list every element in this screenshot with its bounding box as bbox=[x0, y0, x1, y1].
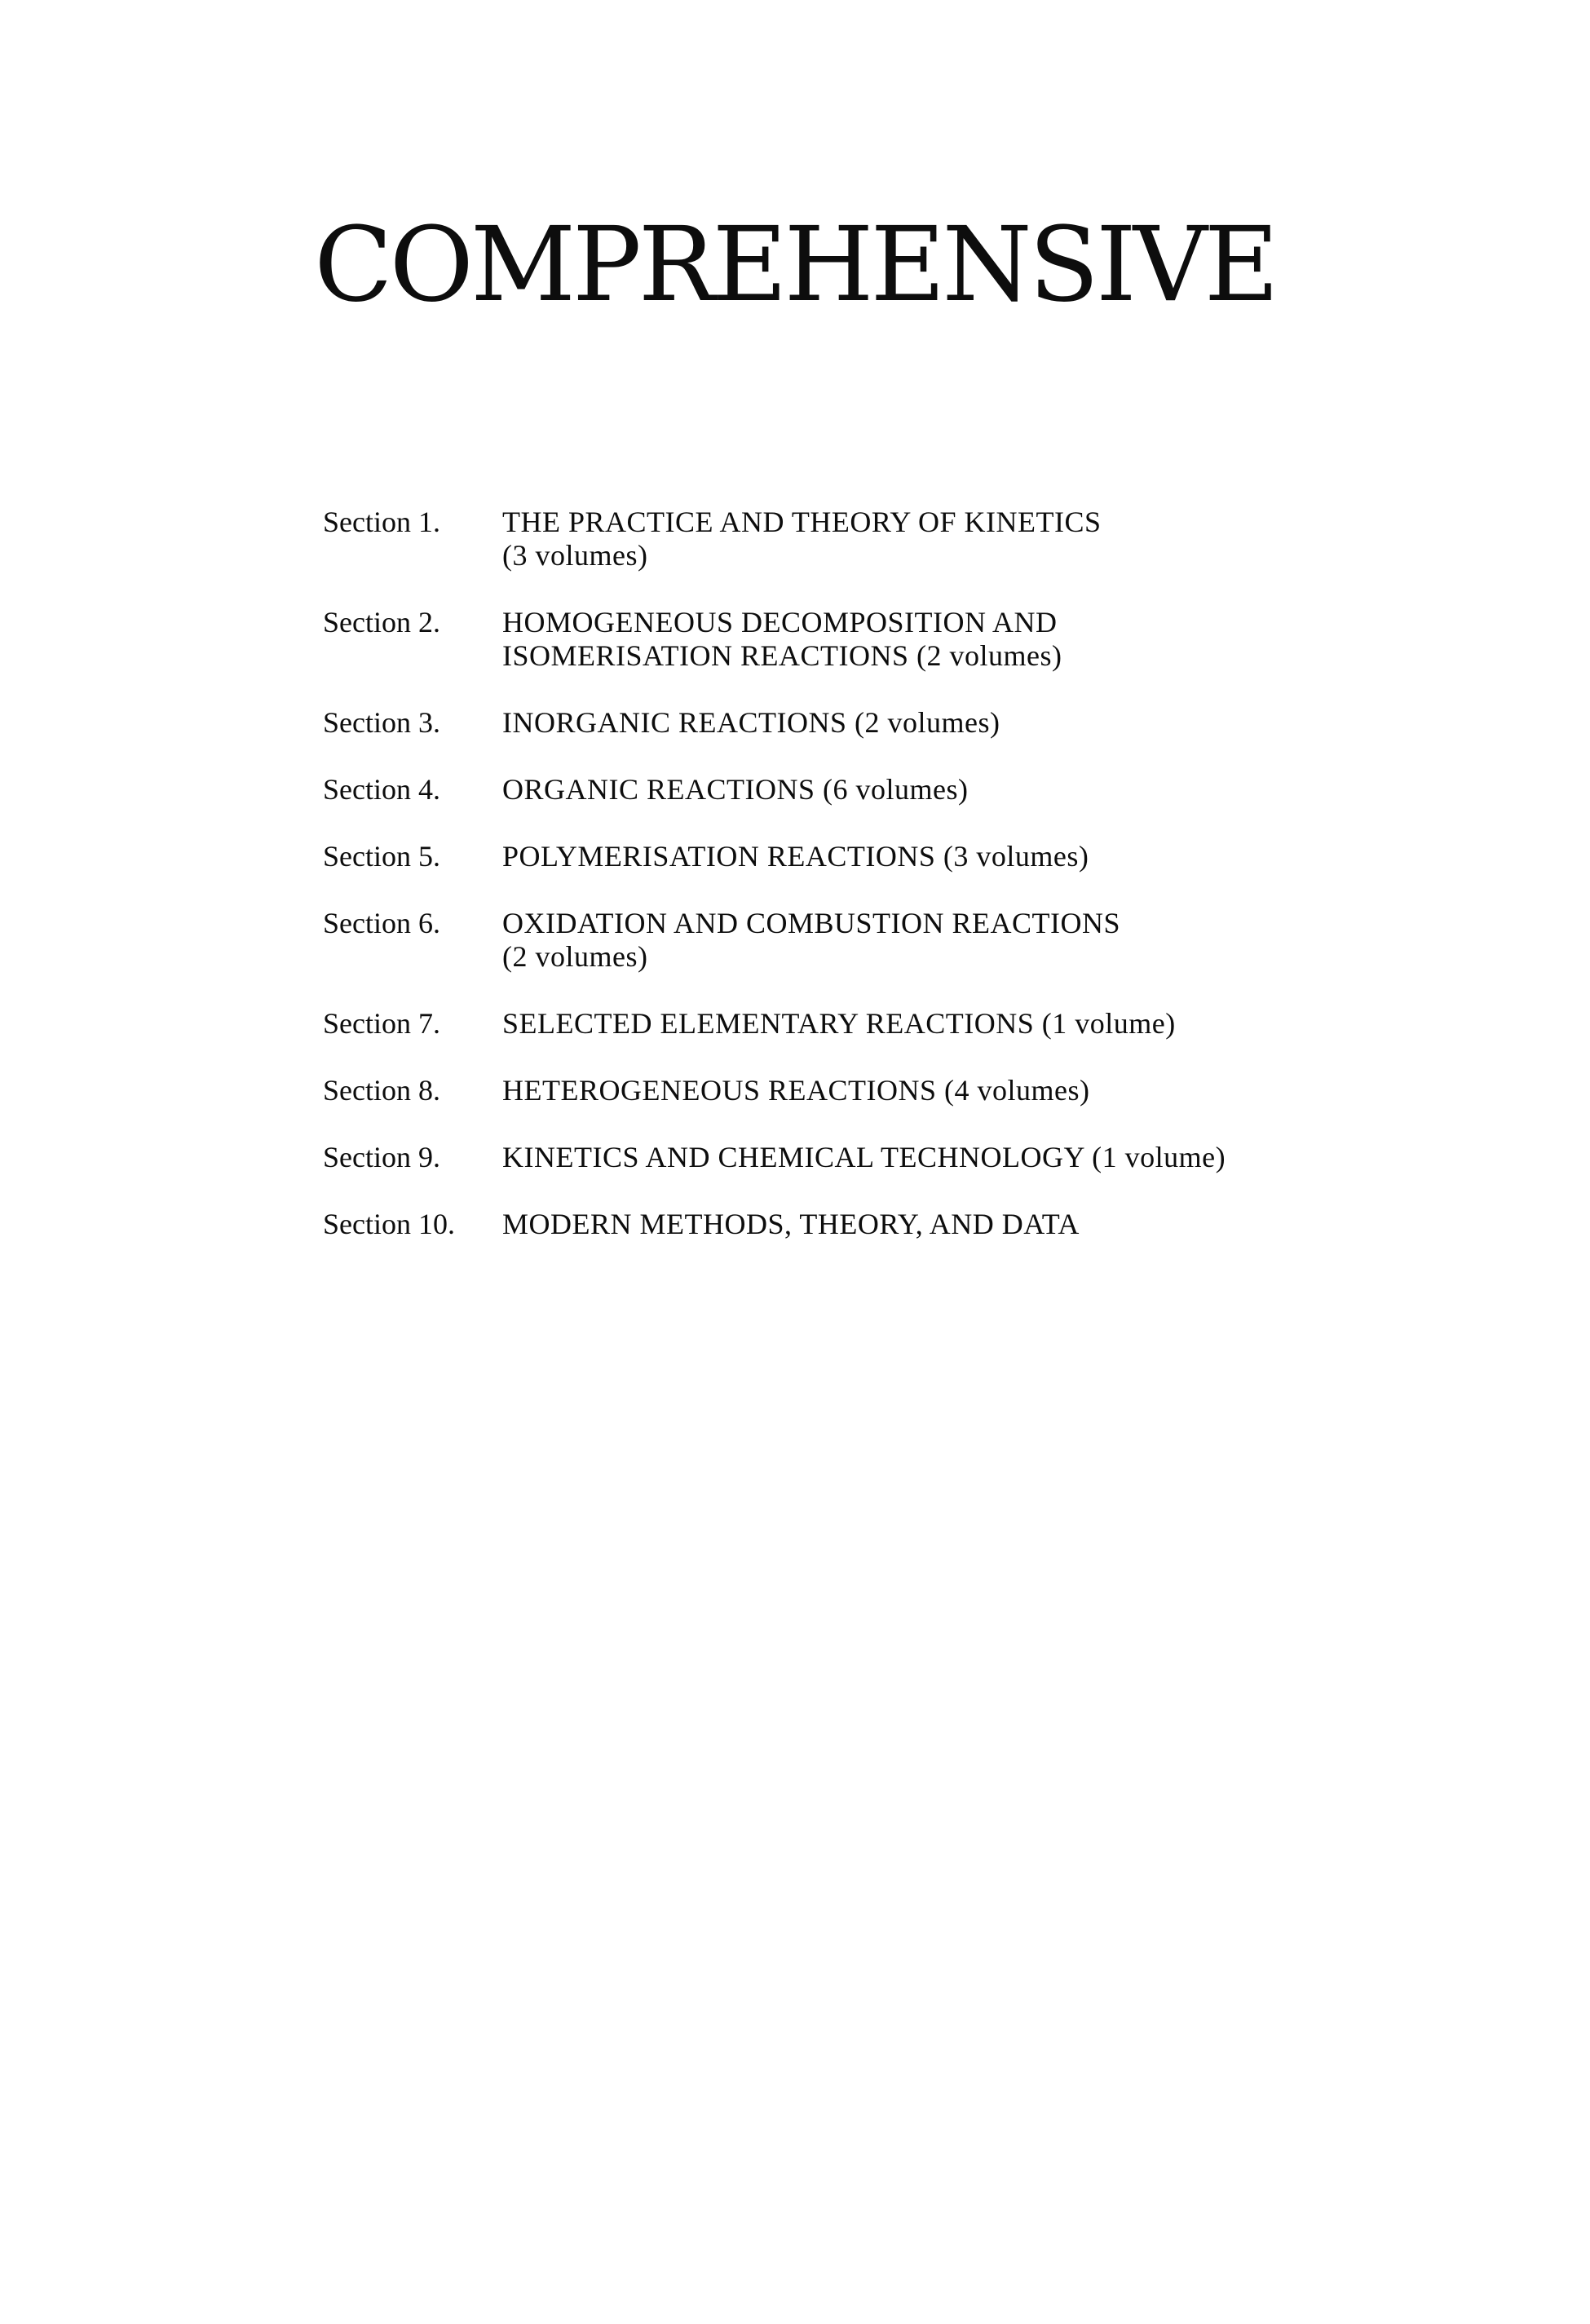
section-title-line: HOMOGENEOUS DECOMPOSITION AND bbox=[502, 606, 1058, 638]
section-title-line: ORGANIC REACTIONS (6 volumes) bbox=[502, 773, 969, 806]
section-label: Section 2. bbox=[323, 606, 440, 638]
section-title-line: ISOMERISATION REACTIONS (2 volumes) bbox=[502, 639, 1062, 672]
section-label: Section 3. bbox=[323, 706, 440, 739]
section-row-9 bbox=[323, 1141, 1383, 1174]
section-label: Section 9. bbox=[323, 1141, 440, 1173]
section-title-line: (2 volumes) bbox=[502, 940, 648, 973]
section-title bbox=[502, 506, 1383, 572]
section-title-line: HETEROGENEOUS REACTIONS (4 volumes) bbox=[502, 1074, 1090, 1107]
section-title bbox=[502, 706, 1383, 740]
section-row-6 bbox=[323, 907, 1383, 974]
section-label: Section 1. bbox=[323, 506, 440, 538]
section-title bbox=[502, 606, 1383, 673]
section-title bbox=[502, 1208, 1383, 1241]
section-row-10 bbox=[323, 1208, 1383, 1241]
section-label: Section 7. bbox=[323, 1007, 440, 1040]
section-row-8 bbox=[323, 1074, 1383, 1107]
section-title-line: THE PRACTICE AND THEORY OF KINETICS bbox=[502, 506, 1102, 538]
section-title-line: SELECTED ELEMENTARY REACTIONS (1 volume) bbox=[502, 1007, 1176, 1040]
section-row-7 bbox=[323, 1007, 1383, 1040]
page-title: COMPREHENSIVE bbox=[314, 205, 1276, 325]
section-row-2 bbox=[323, 606, 1383, 673]
section-title bbox=[502, 840, 1383, 873]
section-row-3 bbox=[323, 706, 1383, 740]
section-list bbox=[323, 506, 1383, 1275]
section-title bbox=[502, 907, 1383, 974]
section-title bbox=[502, 773, 1383, 806]
section-row-5 bbox=[323, 840, 1383, 873]
section-title-line: OXIDATION AND COMBUSTION REACTIONS bbox=[502, 907, 1121, 939]
section-title-line: (3 volumes) bbox=[502, 539, 648, 572]
section-label: Section 4. bbox=[323, 773, 440, 806]
section-title bbox=[502, 1007, 1383, 1040]
section-label: Section 5. bbox=[323, 840, 440, 873]
section-row-1 bbox=[323, 506, 1383, 572]
section-title-line: INORGANIC REACTIONS (2 volumes) bbox=[502, 706, 1000, 739]
section-row-4 bbox=[323, 773, 1383, 806]
section-title bbox=[502, 1141, 1383, 1174]
section-label: Section 8. bbox=[323, 1074, 440, 1107]
section-title-line: POLYMERISATION REACTIONS (3 volumes) bbox=[502, 840, 1089, 873]
section-label: Section 10. bbox=[323, 1208, 455, 1240]
section-title-line: MODERN METHODS, THEORY, AND DATA bbox=[502, 1208, 1080, 1240]
section-label: Section 6. bbox=[323, 907, 440, 939]
section-title-line: KINETICS AND CHEMICAL TECHNOLOGY (1 volume) bbox=[502, 1141, 1226, 1173]
section-title bbox=[502, 1074, 1383, 1107]
